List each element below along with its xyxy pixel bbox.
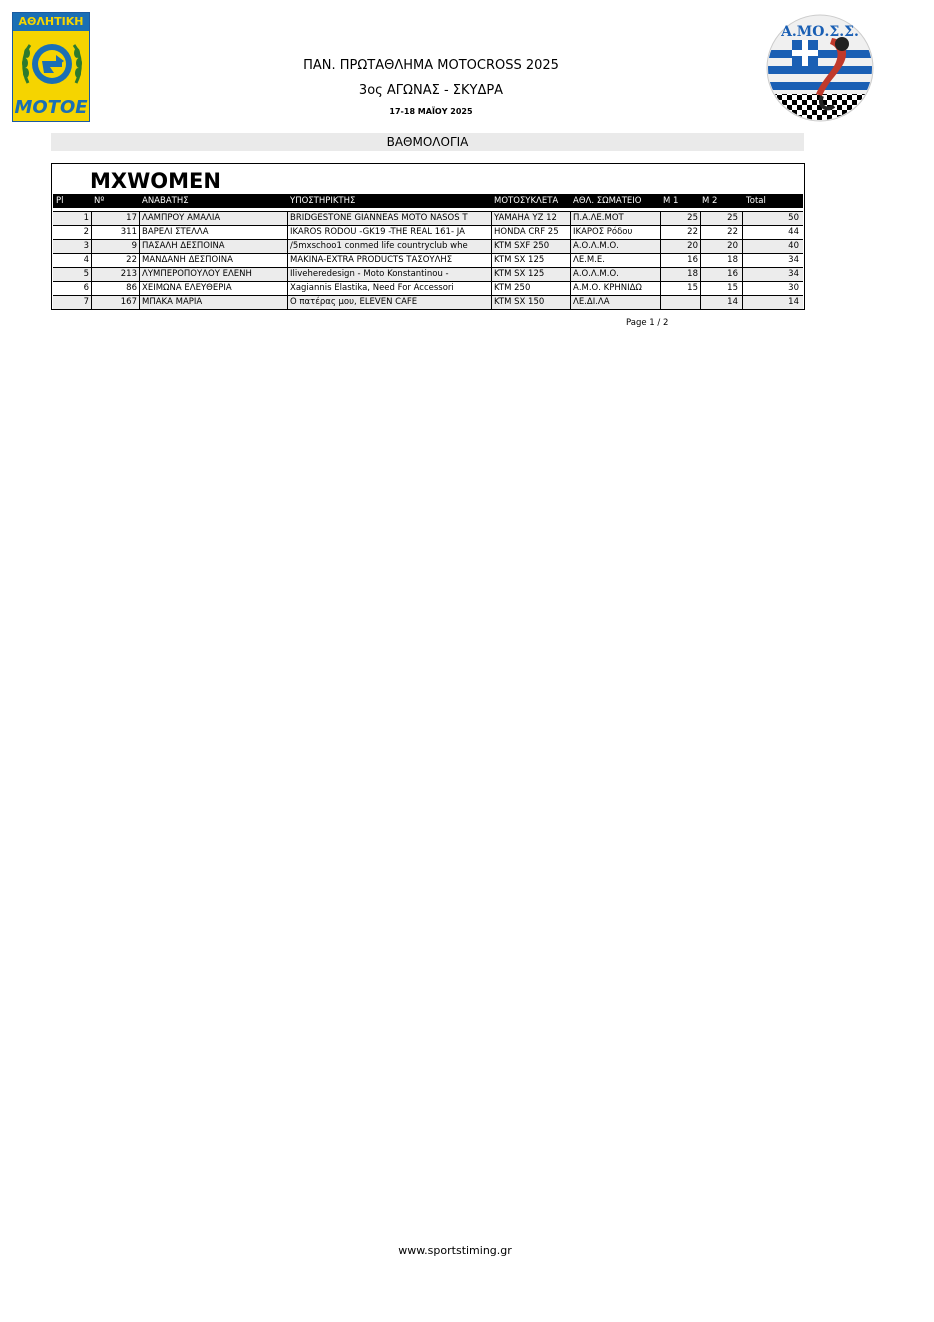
- cell-pl: 7: [83, 297, 89, 307]
- class-name: MXWOMEN: [90, 169, 221, 193]
- cell-bike: KTM SX 150: [491, 296, 570, 309]
- cell-no: 17: [91, 212, 139, 225]
- table-row: [53, 211, 803, 225]
- table-row: [53, 239, 803, 253]
- cell-no: 9: [91, 240, 139, 253]
- championship-title: ΠΑΝ. ΠΡΩΤΑΘΛΗΜΑ MOTOCROSS 2025: [303, 58, 559, 73]
- cell-m1: 25: [660, 212, 700, 225]
- table-header: [53, 194, 800, 208]
- cell-club: ΛΕ.ΔΙ.ΛΑ: [570, 296, 658, 309]
- cell-m2: 18: [700, 254, 740, 267]
- cell-pl: 5: [83, 269, 89, 279]
- race-date: 17-18 ΜΑΪΟΥ 2025: [389, 107, 473, 116]
- table-row: [53, 295, 803, 309]
- cell-m2: 20: [700, 240, 740, 253]
- cell-m2: 16: [700, 268, 740, 281]
- col-header-rider: ΑΝΑΒΑΤΗΣ: [142, 196, 189, 206]
- cell-m2: 22: [700, 226, 740, 239]
- cell-sponsor: BRIDGESTONE GIANNEAS MOTO NASOS T: [287, 212, 491, 225]
- page-number: Page 1 / 2: [626, 318, 669, 328]
- amos-logo-text: Α.ΜΟ.Σ.Σ.: [781, 24, 859, 40]
- cell-total: 14: [742, 296, 801, 309]
- cell-rider: ΛΥΜΠΕΡΟΠΟΥΛΟΥ ΕΛΕΝΗ: [139, 268, 287, 281]
- cell-total: 44: [742, 226, 801, 239]
- amos-logo-icon: [762, 10, 878, 126]
- cell-no: 22: [91, 254, 139, 267]
- cell-club: ΛΕ.Μ.Ε.: [570, 254, 658, 267]
- cell-club: Π.Α.ΛΕ.ΜΟΤ: [570, 212, 658, 225]
- table-row: [53, 253, 803, 267]
- col-header-no: Nº: [94, 196, 105, 206]
- cell-pl: 4: [83, 255, 89, 265]
- cell-bike: KTM SXF 250: [491, 240, 570, 253]
- cell-club: ΙΚΑΡΟΣ Ρόδου: [570, 226, 658, 239]
- cell-sponsor: IKAROS RODOU -GK19 -THE REAL 161- JA: [287, 226, 491, 239]
- amos-logo: [762, 10, 878, 126]
- cell-sponsor: MAKINA-EXTRA PRODUCTS ΤΑΣΟΥΛΗΣ: [287, 254, 491, 267]
- cell-pl: 2: [83, 227, 89, 237]
- cell-bike: HONDA CRF 25: [491, 226, 570, 239]
- cell-total: 50: [742, 212, 801, 225]
- col-header-m1: M 1: [663, 196, 679, 206]
- col-header-sponsor: ΥΠΟΣΤΗΡΙΚΤΗΣ: [290, 196, 356, 206]
- cell-no: 167: [91, 296, 139, 309]
- cell-rider: ΜΑΝΔΑΝΗ ΔΕΣΠΟΙΝΑ: [139, 254, 287, 267]
- cell-club: Α.Μ.Ο. ΚΡΗΝΙΔΩ: [570, 282, 658, 295]
- cell-sponsor: /5mxschoo1 conmed life countryclub whe: [287, 240, 491, 253]
- cell-m1: 22: [660, 226, 700, 239]
- table-row: [53, 281, 803, 295]
- cell-m1: 20: [660, 240, 700, 253]
- logo-left-top-text: ΑΘΛΗΤΙΚΗ: [13, 13, 89, 31]
- cell-no: 311: [91, 226, 139, 239]
- cell-total: 40: [742, 240, 801, 253]
- cell-m1: 18: [660, 268, 700, 281]
- cell-bike: KTM SX 125: [491, 254, 570, 267]
- cell-m2: 15: [700, 282, 740, 295]
- motoe-logo: [12, 12, 90, 122]
- cell-rider: ΜΠΑΚΑ ΜΑΡΙΑ: [139, 296, 287, 309]
- cell-sponsor: Ο πατέρας μου, ELEVEN CAFE: [287, 296, 491, 309]
- table-row: [53, 267, 803, 281]
- footer-url: www.sportstiming.gr: [398, 1244, 512, 1257]
- logo-left-bottom-text: ΜΟΤΟΕ: [13, 95, 89, 121]
- cell-bike: KTM 250: [491, 282, 570, 295]
- cell-no: 213: [91, 268, 139, 281]
- cell-m2: 14: [700, 296, 740, 309]
- cell-m2: 25: [700, 212, 740, 225]
- cell-club: Α.Ο.Λ.Μ.Ο.: [570, 240, 658, 253]
- col-header-m2: M 2: [702, 196, 718, 206]
- cell-rider: ΒΑΡΕΛΙ ΣΤΕΛΛΑ: [139, 226, 287, 239]
- cell-rider: ΛΑΜΠΡΟΥ ΑΜΑΛΙΑ: [139, 212, 287, 225]
- cell-sponsor: Xagiannis Elastika, Need For Accessori: [287, 282, 491, 295]
- table-row: [53, 225, 803, 239]
- col-header-total: Total: [746, 196, 766, 206]
- cell-total: 34: [742, 254, 801, 267]
- col-header-pl: Pl: [56, 196, 64, 206]
- cell-m1: [660, 296, 700, 309]
- cell-pl: 6: [83, 283, 89, 293]
- col-header-bike: ΜΟΤΟΣΥΚΛΕΤΑ: [494, 196, 559, 206]
- table-header-end: [800, 194, 803, 208]
- col-header-club: ΑΘΛ. ΣΩΜΑΤΕΙΟ: [573, 196, 642, 206]
- cell-club: Α.Ο.Λ.Μ.Ο.: [570, 268, 658, 281]
- section-title: ΒΑΘΜΟΛΟΓΙΑ: [51, 133, 804, 151]
- cell-total: 30: [742, 282, 801, 295]
- cell-m1: 16: [660, 254, 700, 267]
- cell-no: 86: [91, 282, 139, 295]
- cell-rider: ΠΑΣΑΛΗ ΔΕΣΠΟΙΝΑ: [139, 240, 287, 253]
- cell-rider: ΧΕΙΜΩΝΑ ΕΛΕΥΘΕΡΙΑ: [139, 282, 287, 295]
- cell-m1: 15: [660, 282, 700, 295]
- cell-pl: 3: [83, 241, 89, 251]
- cell-bike: KTM SX 125: [491, 268, 570, 281]
- cell-bike: YAMAHA YZ 12: [491, 212, 570, 225]
- motoe-logo-icon: [20, 33, 84, 95]
- cell-sponsor: Iliveheredesign - Moto Konstantinou -: [287, 268, 491, 281]
- race-title: 3ος ΑΓΩΝΑΣ - ΣΚΥΔΡΑ: [358, 83, 504, 98]
- cell-pl: 1: [83, 213, 89, 223]
- cell-total: 34: [742, 268, 801, 281]
